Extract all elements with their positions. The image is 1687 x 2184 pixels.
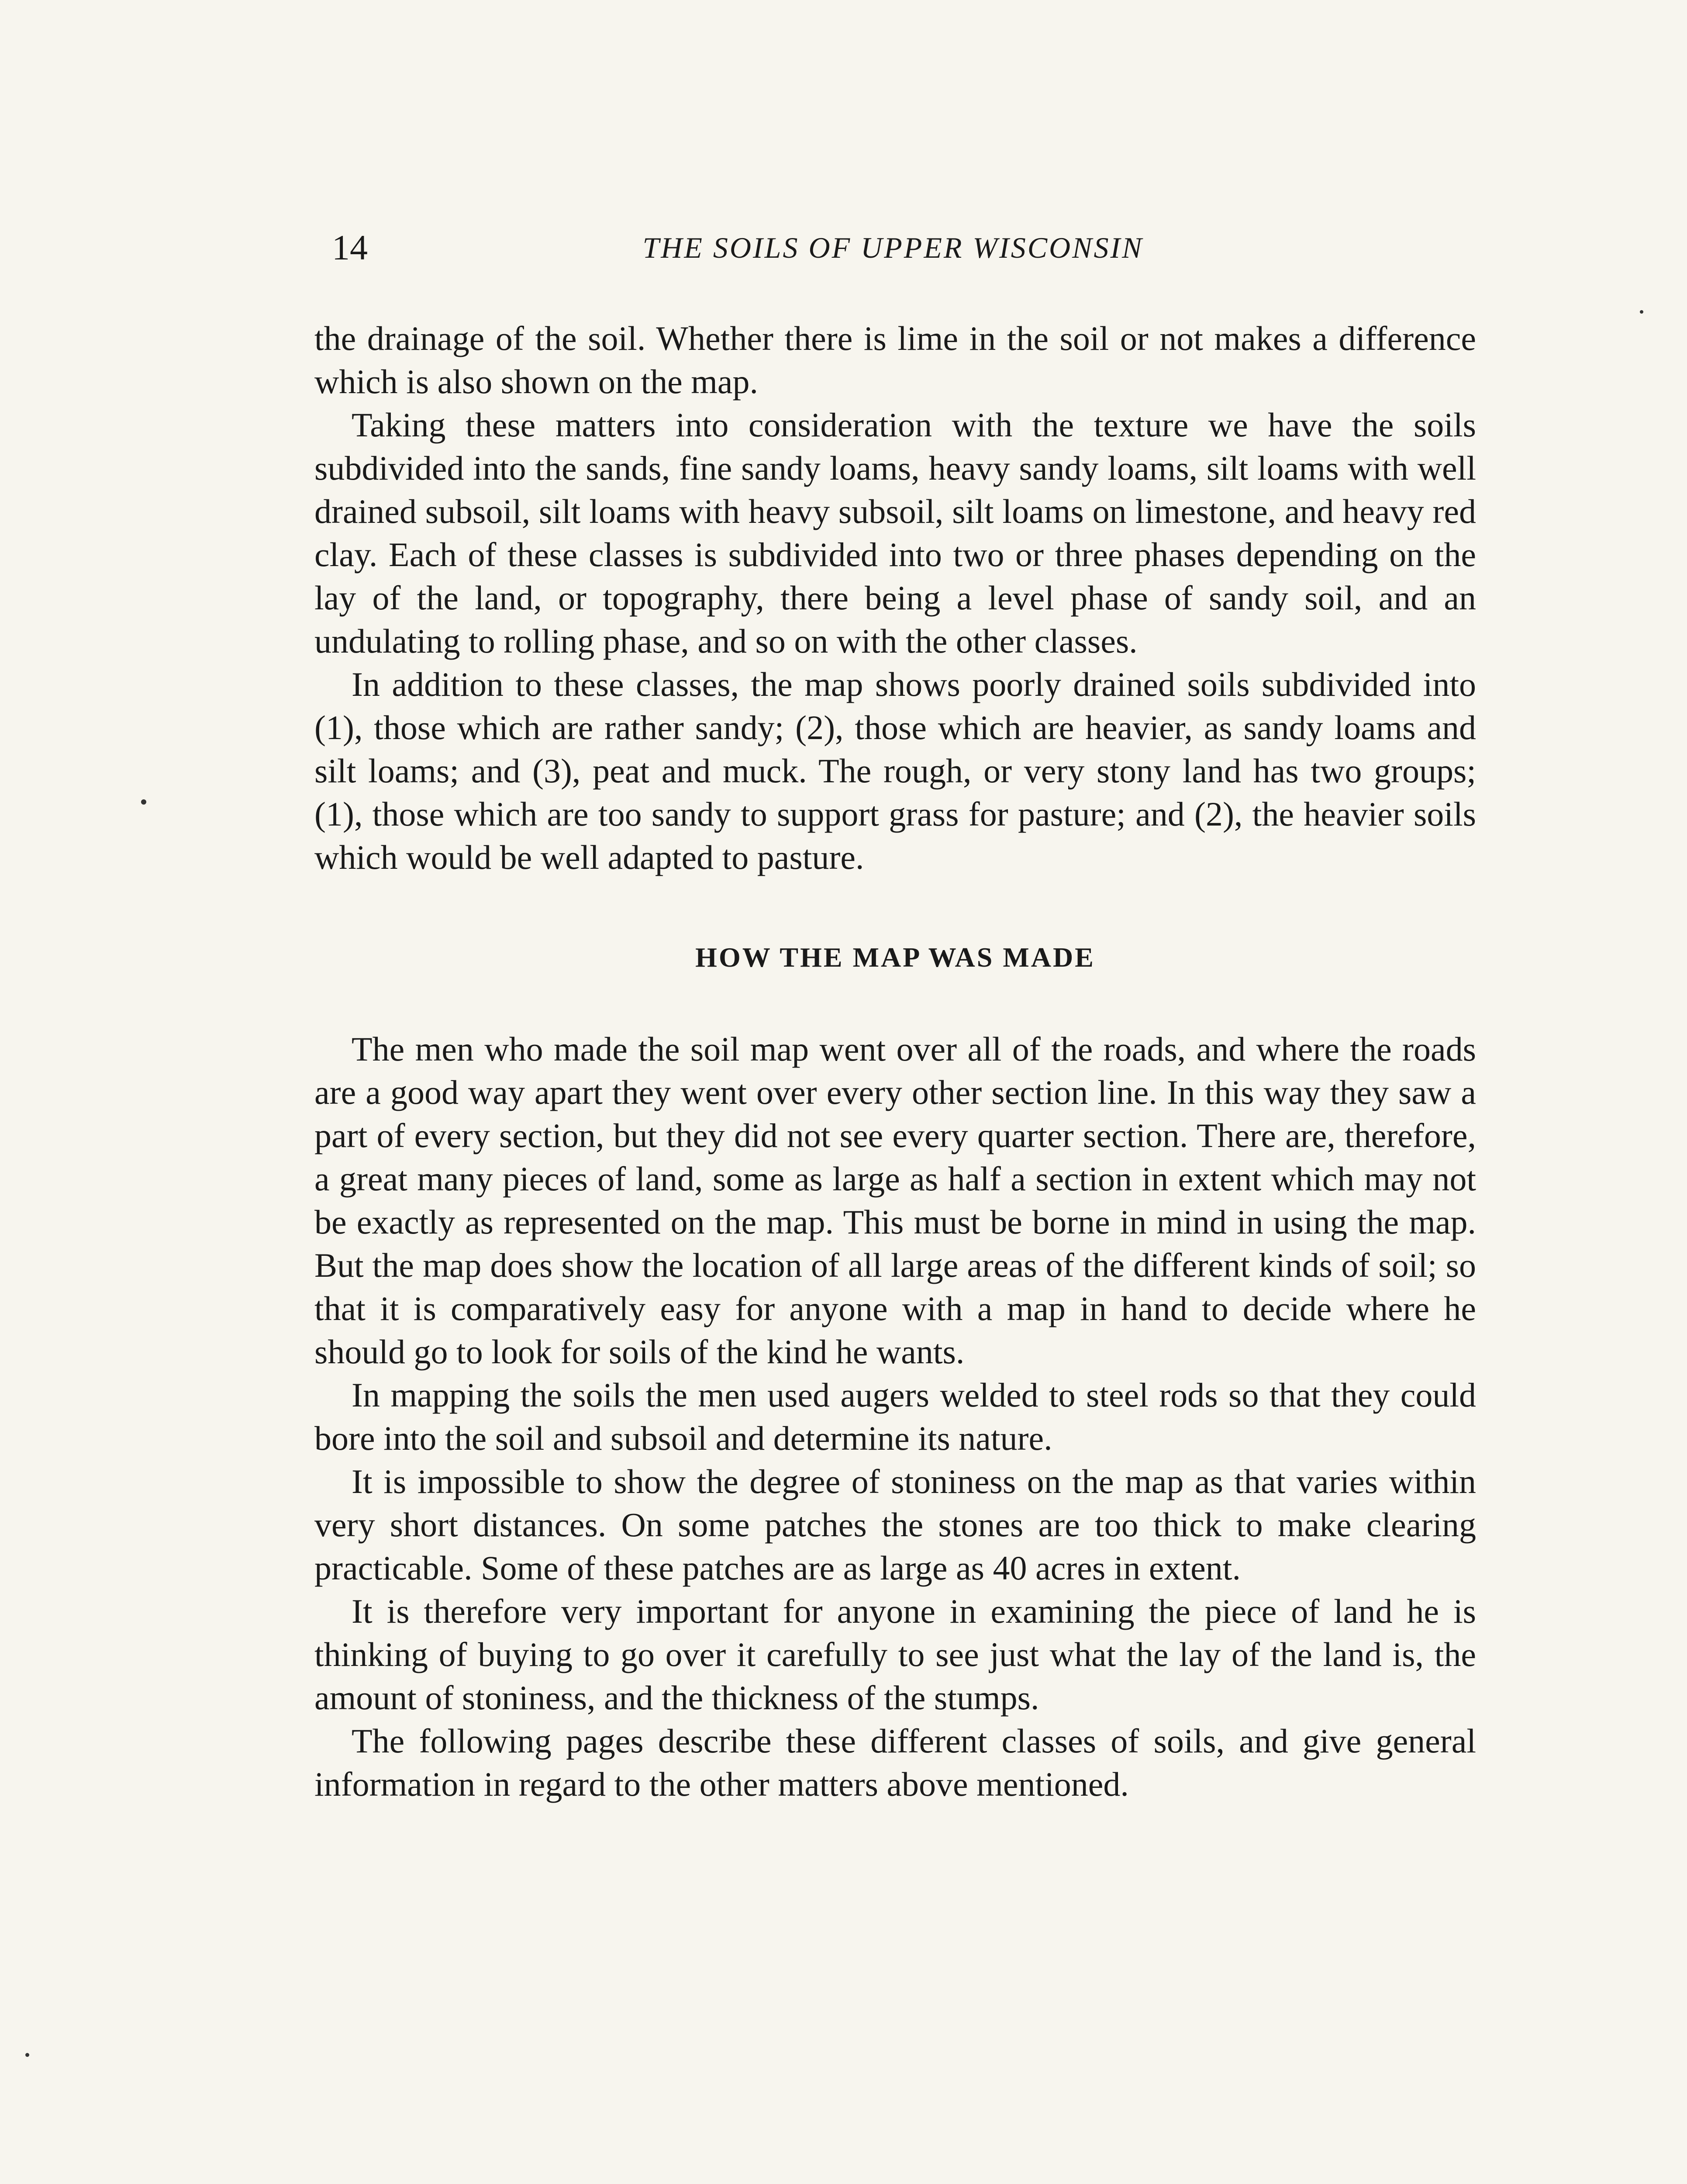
running-title: THE SOILS OF UPPER WISCONSIN [642,231,1144,264]
paragraph: The following pages describe these different classes of soils, and give general information in regard to the other matters above mentioned. [314,1722,1476,1803]
paragraph: In addition to these classes, the map shows poorly drained soils subdivided into (1), those which are rather sandy; (2), those which are heavier, as sandy loams and silt loams; and (3), peat and muck. The rough, or very stony land has two groups; (1), those which are too sandy to support grass for pasture; and (2), the heavier soils which would be well adapted to pasture. [314,665,1476,876]
paragraph: It is impossible to show the degree of stoniness on the map as that varies within very short distances. On some patches the stones are too thick to make clearing practicable. Some of these patches are as large as 40 acres in extent. [314,1462,1476,1587]
scan-speck [1640,310,1643,314]
paragraph: The men who made the soil map went over all of the roads, and where the roads are a good way apart they went over every other section line. In this way they saw a part of every section, but they did not see every quarter section. There are, therefore, a great many pieces of land, some as large as half a section in extent which may not be exactly as represented on the map. This must be borne in mind in using the map. But the map does show the location of all large areas of the different kinds of soil; so that it is comparatively easy for anyone with a map in hand to decide where he should go to look for soils of the kind he wants. [314,1030,1476,1371]
section-heading: HOW THE MAP WAS MADE [695,942,1095,973]
scan-speck [141,799,146,805]
paragraph: In mapping the soils the men used augers welded to steel rods so that they could bore into the soil and subsoil and determine its nature. [314,1376,1476,1457]
paragraph: It is therefore very important for anyone in examining the piece of land he is thinking of buying to go over it carefully to see just what the lay of the land is, the amount of stoniness, and the thickness of the stumps. [314,1592,1476,1717]
body-text [314,317,1476,1806]
scan-speck [25,2053,29,2057]
paragraph: Taking these matters into consideration with the texture we have the soils subdivided into the sands, fine sandy loams, heavy sandy loams, silt loams with well drained subsoil, silt loams with heavy subsoil, silt loams on limestone, and heavy red clay. Each of these classes is subdivided into two or three phases depending on the lay of the land, or topography, there being a level phase of sandy soil, and an undulating to rolling phase, and so on with the other classes. [314,406,1476,660]
page-header [332,224,1454,272]
paragraph: the drainage of the soil. Whether there is lime in the soil or not makes a difference which is also shown on the map. [314,319,1476,401]
page-number: 14 [332,228,368,267]
